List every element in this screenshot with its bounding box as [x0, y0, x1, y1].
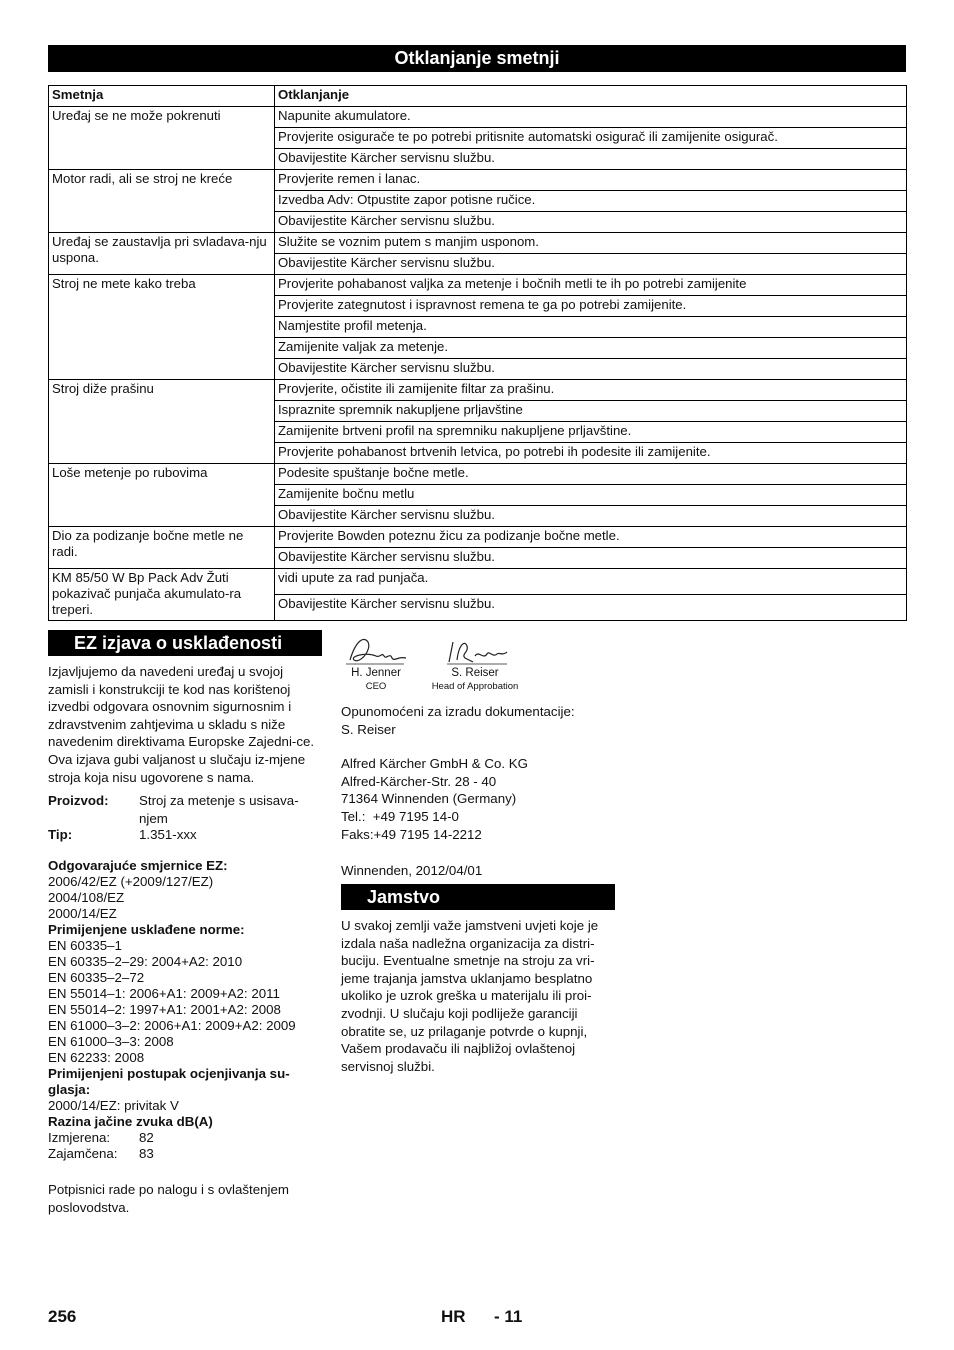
- product-label: Proizvod:: [48, 793, 109, 809]
- remedy-cell: Obavijestite Kärcher servisnu službu.: [275, 359, 907, 380]
- company-city: 71364 Winnenden (Germany): [341, 791, 517, 807]
- remedy-cell: Provjerite osigurače te po potrebi pritisnite automatski osigurač ili zamijenite osigurač.: [275, 128, 907, 149]
- ez-declaration-heading: EZ izjava o usklađenosti: [48, 630, 322, 656]
- type-value: 1.351-xxx: [139, 827, 197, 843]
- directive-item: 2000/14/EZ: [48, 905, 117, 921]
- directives-label: Odgovarajuće smjernice EZ:: [48, 857, 228, 873]
- norm-item: EN 62233: 2008: [48, 1049, 145, 1065]
- remedy-cell: Zamijenite bočnu metlu: [275, 485, 907, 506]
- table-row: [49, 527, 907, 548]
- remedy-cell: Provjerite pohabanost valjka za metenje i bočnih metli te ih po potrebi zamijenite: [275, 275, 907, 296]
- remedy-cell: Podesite spuštanje bočne metle.: [275, 464, 907, 485]
- guaranteed-label: Zajamčena:: [48, 1145, 118, 1161]
- norm-item: EN 60335–2–29: 2004+A2: 2010: [48, 953, 243, 969]
- signer-role: CEO: [365, 681, 387, 692]
- company-fax: Faks:+49 7195 14-2212: [341, 826, 482, 842]
- table-row: [49, 233, 907, 254]
- remedy-cell: Provjerite Bowden poteznu žicu za podizanje bočne metle.: [275, 527, 907, 548]
- norm-item: EN 55014–1: 2006+A1: 2009+A2: 2011: [48, 985, 280, 1001]
- norm-item: EN 61000–3–3: 2008: [48, 1033, 174, 1049]
- signatories-note: Potpisnici rade po nalogu i s ovlaštenjem poslovodstva.: [48, 1181, 289, 1215]
- norms-list: [48, 938, 322, 1066]
- measured-value: 82: [139, 1129, 154, 1145]
- table-header-row: [49, 86, 907, 107]
- remedy-cell: Namjestite profil metenja.: [275, 317, 907, 338]
- signer-role: Head of Approbation: [431, 681, 519, 692]
- signature-reiser: [429, 630, 521, 692]
- type-label: Tip:: [48, 827, 73, 843]
- procedure-label: Primijenjeni postupak ocjenjivanja su-glasja:: [48, 1065, 290, 1097]
- signer-name: H. Jenner: [351, 667, 401, 679]
- column-header-remedy: Otklanjanje: [275, 86, 907, 107]
- fault-cell: Stroj ne mete kako treba: [49, 275, 275, 380]
- language-code: HR: [441, 1307, 466, 1326]
- signer-name: S. Reiser: [451, 667, 499, 679]
- ez-intro-text: Izjavljujemo da navedeni uređaj u svojoj zamisli i konstrukciji te kod nas korištenoj izvedbi odgovara osnovnim sigurnosnim i zdravstvenim zahtjevima u skladu s niže navedenim direktivama Europske Zajedni-ce. Ova izjava gubi valjanost u slučaju iz-mjene stroja koja nisu ugovorene s nama.: [48, 664, 315, 785]
- table-row: [49, 275, 907, 296]
- directives-list: [48, 874, 322, 922]
- warranty-text: U svakoj zemlji važe jamstveni uvjeti koje je izdala naša nadležna organizacija za distri-buciju. Eventualne smetnje na stroju za vri-jeme trajanja jamstva uklanjamo besplatno ukoliko je uzrok greška u materijalu ili proi-zvodnji. U slučaju koji podliježe garanciji obratite se, uz prilaganje potvrde o kupnji, Vašem prodavaču ili najbližoj ovlaštenoj servisnoj službi.: [341, 918, 599, 1074]
- table-row: [49, 569, 907, 595]
- table-row: [49, 380, 907, 401]
- signature-jenner: [341, 630, 411, 692]
- remedy-cell: Provjerite, očistite ili zamijenite filtar za prašinu.: [275, 380, 907, 401]
- table-row: [49, 464, 907, 485]
- remedy-cell: Zamijenite valjak za metenje.: [275, 338, 907, 359]
- norm-item: EN 61000–3–2: 2006+A1: 2009+A2: 2009: [48, 1017, 296, 1033]
- warranty-heading: Jamstvo: [341, 884, 615, 910]
- page-number: 256: [48, 1307, 77, 1326]
- fault-cell: Loše metenje po rubovima: [49, 464, 275, 527]
- procedure-value: 2000/14/EZ: privitak V: [48, 1097, 179, 1113]
- norm-item: EN 60335–1: [48, 937, 122, 953]
- fault-cell: Motor radi, ali se stroj ne kreće: [49, 170, 275, 233]
- remedy-cell: Provjerite pohabanost brtvenih letvica, po potrebi ih podesite ili zamijenite.: [275, 443, 907, 464]
- product-row: [48, 792, 322, 827]
- remedy-cell: Izvedba Adv: Otpustite zapor potisne ručice.: [275, 191, 907, 212]
- remedy-cell: Obavijestite Kärcher servisnu službu.: [275, 149, 907, 170]
- remedy-cell: Obavijestite Kärcher servisnu službu.: [275, 595, 907, 621]
- remedy-cell: Napunite akumulatore.: [275, 107, 907, 128]
- measured-row: [48, 1130, 322, 1146]
- remedy-cell: Služite se voznim putem s manjim usponom.: [275, 233, 907, 254]
- directive-item: 2006/42/EZ (+2009/127/EZ): [48, 873, 214, 889]
- remedy-cell: Provjerite zategnutost i ispravnost remena te ga po potrebi zamijenite.: [275, 296, 907, 317]
- place-date: Winnenden, 2012/04/01: [341, 863, 483, 879]
- type-row: [48, 826, 322, 844]
- remedy-cell: Ispraznite spremnik nakupljene prljavštine: [275, 401, 907, 422]
- noise-label: Razina jačine zvuka dB(A): [48, 1113, 213, 1129]
- fault-cell: Dio za podizanje bočne metle ne radi.: [49, 527, 275, 569]
- remedy-cell: vidi upute za rad punjača.: [275, 569, 907, 595]
- directive-item: 2004/108/EZ: [48, 889, 125, 905]
- signatures-block: [341, 630, 541, 700]
- remedy-cell: Obavijestite Kärcher servisnu službu.: [275, 506, 907, 527]
- handwritten-signature-icon: [439, 630, 511, 670]
- column-header-fault: Smetnja: [49, 86, 275, 107]
- authorized-label: Opunomoćeni za izradu dokumentacije:: [341, 704, 575, 719]
- ez-declaration-body: [48, 663, 322, 1216]
- fault-cell: KM 85/50 W Bp Pack Adv Žuti pokazivač punjača akumulato-ra treperi.: [49, 569, 275, 621]
- measured-label: Izmjerena:: [48, 1129, 111, 1145]
- handwritten-signature-icon: [342, 630, 410, 670]
- guaranteed-value: 83: [139, 1145, 154, 1161]
- section-page-text: - 11: [494, 1307, 523, 1326]
- remedy-cell: Obavijestite Kärcher servisnu službu.: [275, 212, 907, 233]
- norm-item: EN 60335–2–72: [48, 969, 145, 985]
- company-tel: Tel.: +49 7195 14-0: [341, 808, 459, 824]
- troubleshooting-table: [48, 85, 907, 621]
- norms-label: Primijenjene usklađene norme:: [48, 921, 245, 937]
- remedy-cell: Obavijestite Kärcher servisnu službu.: [275, 548, 907, 569]
- fault-cell: Stroj diže prašinu: [49, 380, 275, 464]
- contact-block: [341, 703, 621, 880]
- norm-item: EN 55014–2: 1997+A1: 2001+A2: 2008: [48, 1001, 281, 1017]
- fault-cell: Uređaj se ne može pokrenuti: [49, 107, 275, 170]
- guaranteed-row: [48, 1146, 322, 1162]
- company-street: Alfred-Kärcher-Str. 28 - 40: [341, 773, 497, 789]
- remedy-cell: Zamijenite brtveni profil na spremniku nakupljene prljavštine.: [275, 422, 907, 443]
- company-name: Alfred Kärcher GmbH & Co. KG: [341, 756, 528, 772]
- fault-cell: Uređaj se zaustavlja pri svladava-nju uspona.: [49, 233, 275, 275]
- table-row: [49, 170, 907, 191]
- troubleshooting-heading: Otklanjanje smetnji: [48, 45, 906, 72]
- section-page-number: [494, 1307, 522, 1327]
- remedy-cell: Obavijestite Kärcher servisnu službu.: [275, 254, 907, 275]
- warranty-body: [341, 917, 621, 1075]
- table-row: [49, 107, 907, 128]
- authorized-name: S. Reiser: [341, 721, 396, 737]
- product-value: Stroj za metenje s usisava-njem: [139, 793, 299, 826]
- remedy-cell: Provjerite remen i lanac.: [275, 170, 907, 191]
